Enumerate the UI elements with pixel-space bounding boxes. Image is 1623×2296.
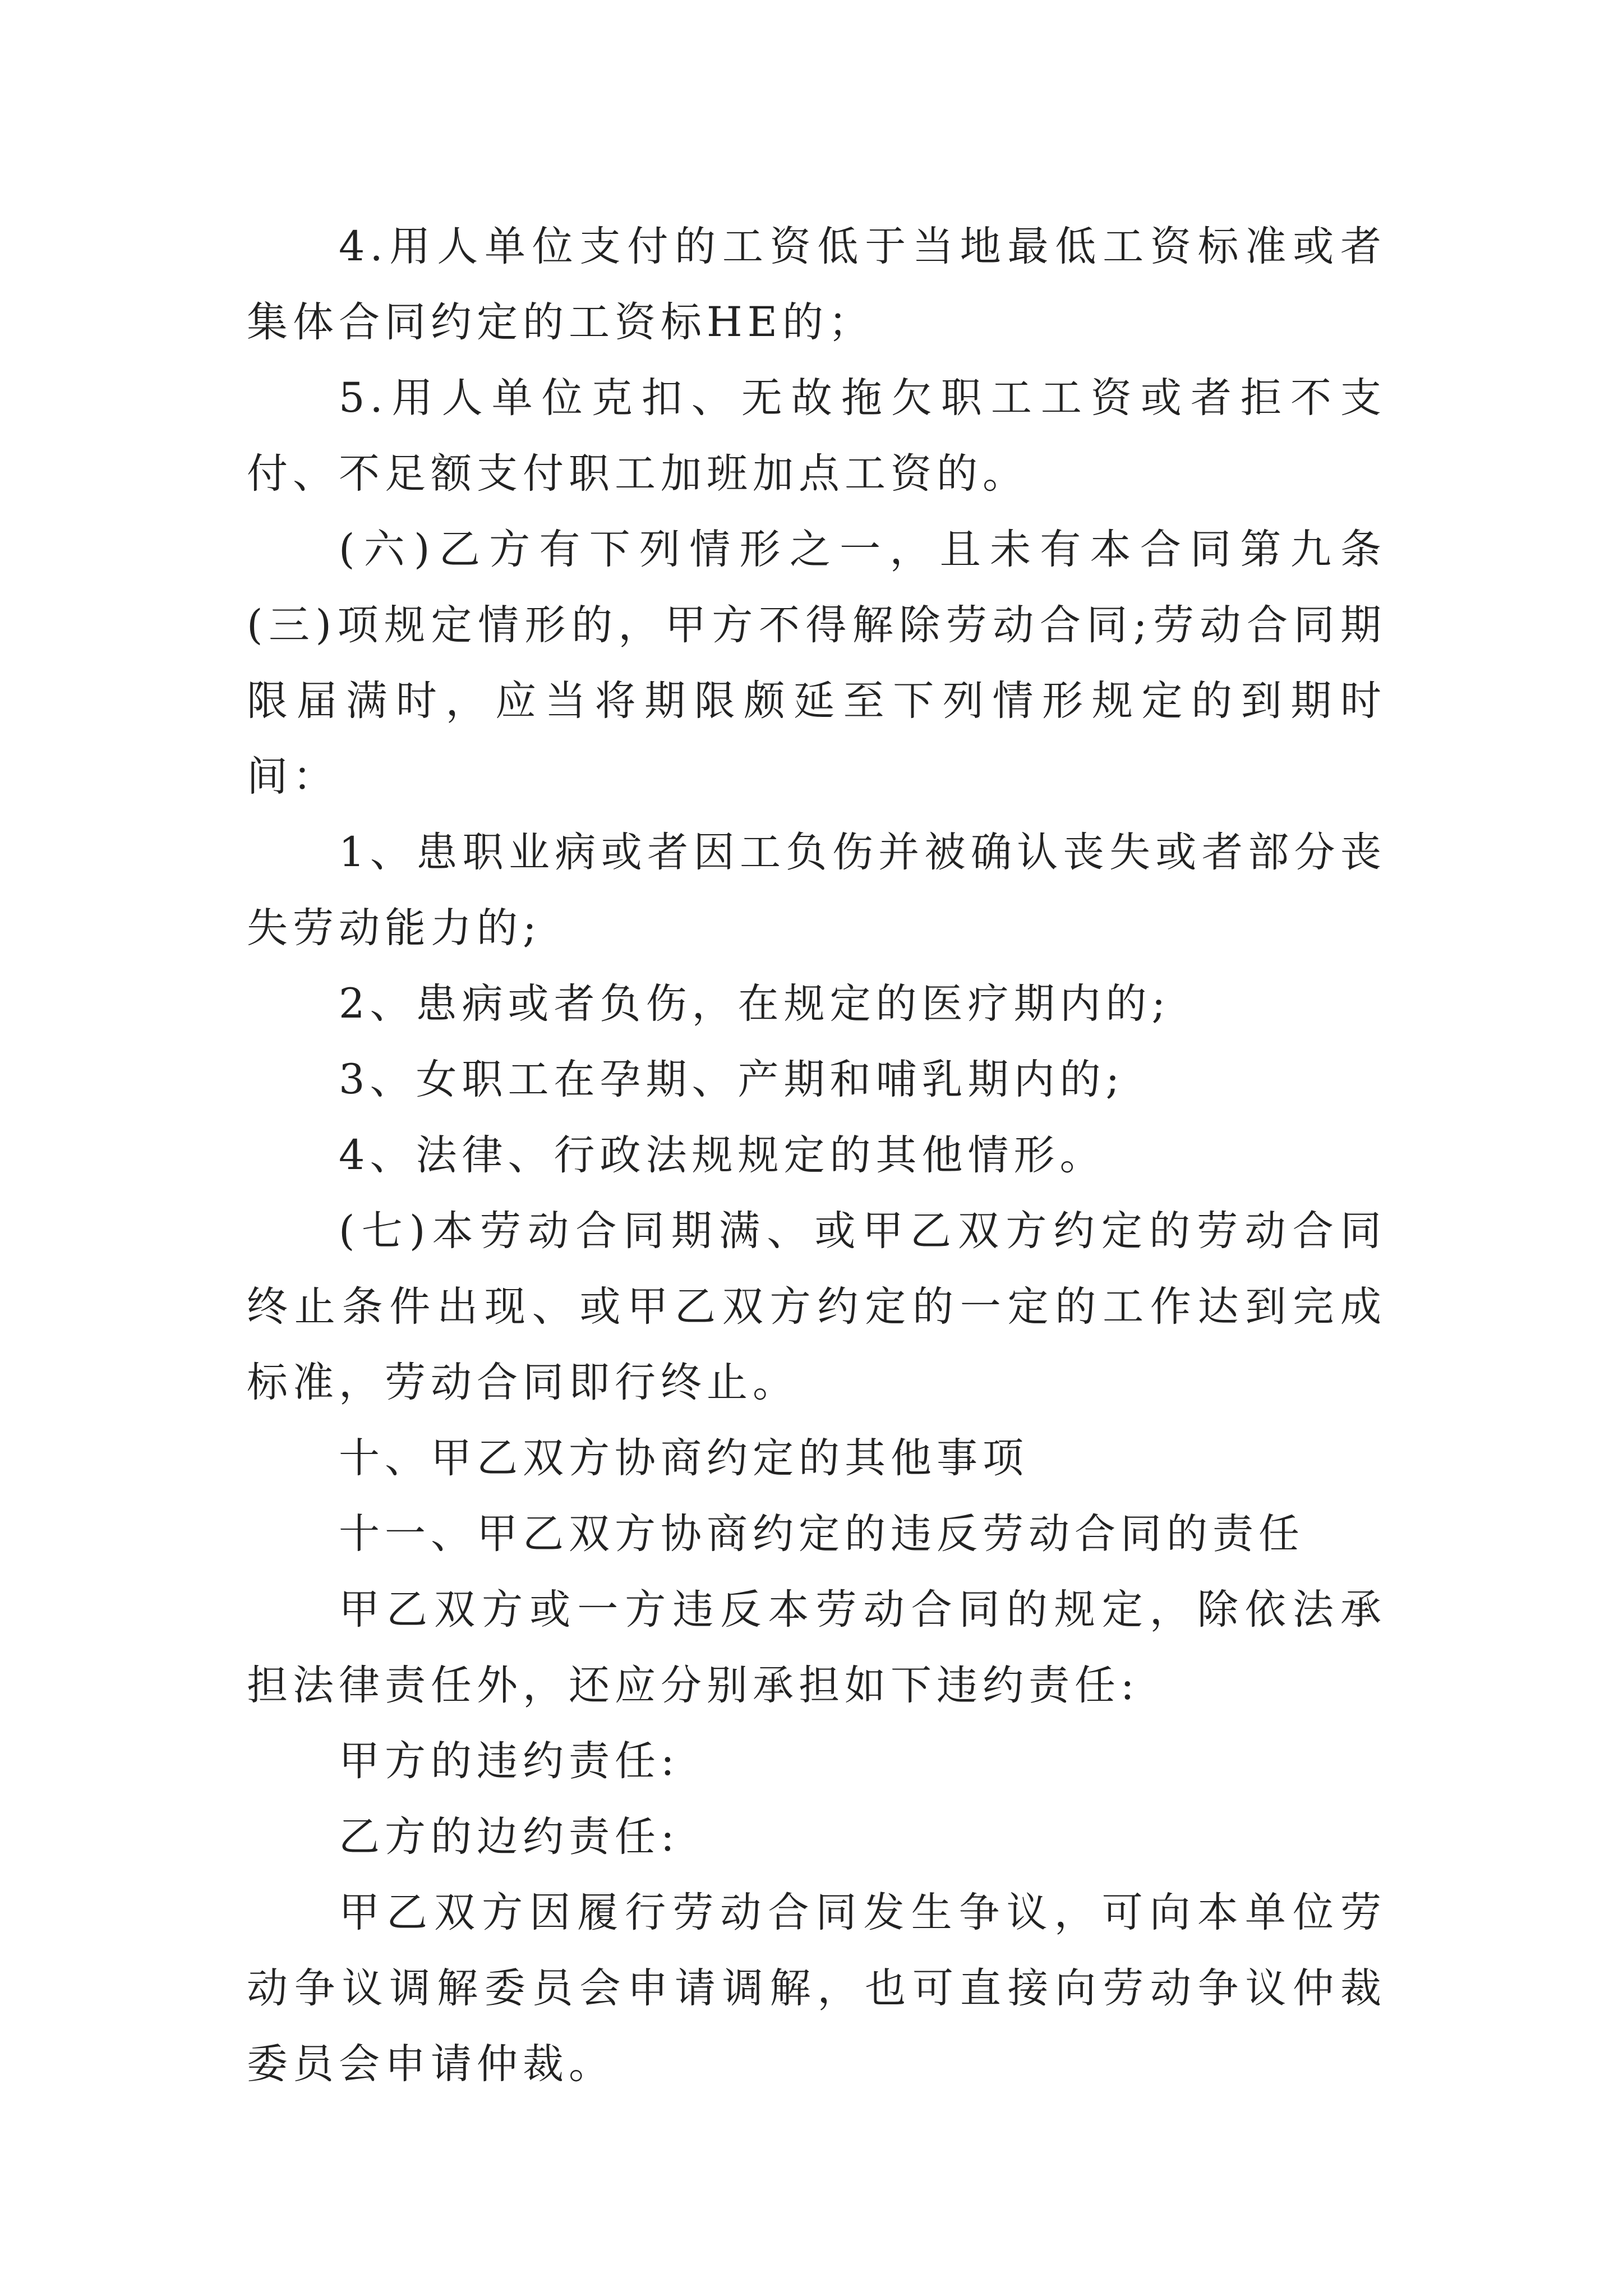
paragraph-party-b-liability: 乙方的边约责任: [339,1813,680,1861]
paragraph-occupational-disease: 1、患职业病或者因工负伤并被确认丧失或者部分丧失劳动能力的; [247,829,1386,952]
section-eleven-heading: 十一、甲乙双方协商约定的违反劳动合同的责任 [339,1510,1304,1558]
paragraph-dispute-resolution: 甲乙双方因履行劳动合同发生争议，可向本单位劳动争议调解委员会申请调解，也可直接向劳动争议仲裁委员会申请仲裁。 [247,1889,1386,2088]
paragraph-female-worker: 3、女职工在孕期、产期和哺乳期内的; [339,1056,1125,1103]
paragraph-other-circumstances: 4、法律、行政法规规定的其他情形。 [339,1131,1106,1179]
paragraph-party-a-liability: 甲方的违约责任: [339,1737,680,1785]
section-ten-heading: 十、甲乙双方协商约定的其他事项 [339,1434,1029,1482]
paragraph-medical-period: 2、患病或者负伤，在规定的医疗期内的; [339,980,1171,1028]
paragraph-clause-six: (六)乙方有下列情形之一，且未有本合同第九条(三)项规定情形的，甲方不得解除劳动合同;劳动合同期限届满时，应当将期限颇延至下列情形规定的到期时间： [247,526,1386,800]
document-body [247,209,1386,2102]
paragraph-breach-liability: 甲乙双方或一方违反本劳动合同的规定，除依法承担法律责任外，还应分别承担如下违约责任: [247,1586,1386,1709]
paragraph-wage-deduction: 5.用人单位克扣、无故拖欠职工工资或者拒不支付、不足额支付职工加班加点工资的。 [247,374,1386,498]
paragraph-clause-seven: (七)本劳动合同期满、或甲乙双方约定的劳动合同终止条件出现、或甲乙双方约定的一定的工作达到完成标准，劳动合同即行终止。 [247,1207,1386,1406]
paragraph-wage-below-minimum: 4.用人单位支付的工资低于当地最低工资标准或者集体合同约定的工资标HE的； [247,223,1386,346]
